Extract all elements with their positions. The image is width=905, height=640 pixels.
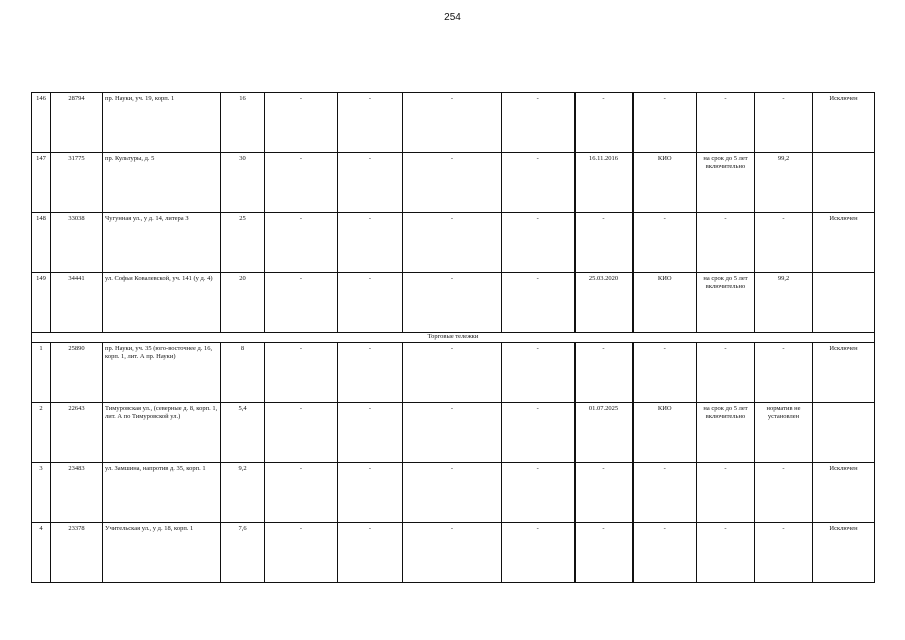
cell-note <box>813 403 875 463</box>
cell-col5: - <box>265 463 338 523</box>
table-row <box>32 213 875 273</box>
cell-col5: - <box>265 153 338 213</box>
cell-row-number: 1 <box>32 343 51 403</box>
cell-col5: - <box>265 343 338 403</box>
cell-area: 16 <box>221 93 265 153</box>
cell-note <box>813 273 875 333</box>
cell-object-id: 34441 <box>51 273 103 333</box>
cell-percent: - <box>755 213 813 273</box>
cell-term: на срок до 5 лет включительно <box>697 273 755 333</box>
cell-object-id: 31775 <box>51 153 103 213</box>
cell-organization: - <box>633 93 697 153</box>
cell-col6: - <box>338 403 403 463</box>
cell-col8: - <box>502 213 575 273</box>
cell-col6: - <box>338 153 403 213</box>
cell-organization: - <box>633 523 697 583</box>
cell-term: - <box>697 523 755 583</box>
cell-col7: - <box>403 213 502 273</box>
table-row <box>32 463 875 523</box>
cell-col5: - <box>265 93 338 153</box>
cell-row-number: 147 <box>32 153 51 213</box>
cell-col6: - <box>338 213 403 273</box>
cell-col5: - <box>265 273 338 333</box>
cell-organization: - <box>633 463 697 523</box>
table-row <box>32 403 875 463</box>
cell-row-number: 149 <box>32 273 51 333</box>
cell-note <box>813 153 875 213</box>
table-row <box>32 343 875 403</box>
cell-percent: - <box>755 93 813 153</box>
cell-note: Исключен <box>813 343 875 403</box>
cell-area: 25 <box>221 213 265 273</box>
cell-term: - <box>697 463 755 523</box>
cell-decision-date: 16.11.2016 <box>575 153 633 213</box>
page-number: 254 <box>444 12 461 23</box>
cell-decision-date: 01.07.2025 <box>575 403 633 463</box>
cell-decision-date: - <box>575 463 633 523</box>
cell-row-number: 4 <box>32 523 51 583</box>
cell-row-number: 3 <box>32 463 51 523</box>
cell-col5: - <box>265 523 338 583</box>
cell-col7: - <box>403 93 502 153</box>
table-row <box>32 523 875 583</box>
cell-col5: - <box>265 213 338 273</box>
registry-table <box>31 92 875 583</box>
cell-percent: - <box>755 523 813 583</box>
cell-area: 5,4 <box>221 403 265 463</box>
cell-address: Чугунная ул., у д. 14, литера З <box>103 213 221 273</box>
cell-object-id: 28794 <box>51 93 103 153</box>
cell-address: ул. Софьи Ковалевской, уч. 141 (у д. 4) <box>103 273 221 333</box>
cell-decision-date: - <box>575 523 633 583</box>
cell-col6: - <box>338 343 403 403</box>
cell-note: Исключен <box>813 463 875 523</box>
cell-area: 30 <box>221 153 265 213</box>
cell-address: пр. Науки, уч. 35 (юго-восточнее д. 16, корп. 1, лит. А пр. Науки) <box>103 343 221 403</box>
cell-area: 9,2 <box>221 463 265 523</box>
cell-note: Исключен <box>813 523 875 583</box>
cell-col6: - <box>338 523 403 583</box>
table-row <box>32 273 875 333</box>
cell-organization: КИО <box>633 273 697 333</box>
cell-decision-date: - <box>575 343 633 403</box>
cell-percent: норматив не установлен <box>755 403 813 463</box>
cell-organization: КИО <box>633 153 697 213</box>
cell-object-id: 23378 <box>51 523 103 583</box>
cell-address: Учительская ул., у д. 18, корп. 1 <box>103 523 221 583</box>
cell-address: Тимуровская ул., (северные д. 8, корп. 1, лит. А по Тимуровской ул.) <box>103 403 221 463</box>
table-row <box>32 93 875 153</box>
cell-col8: - <box>502 523 575 583</box>
cell-organization: - <box>633 343 697 403</box>
cell-note: Исключен <box>813 93 875 153</box>
table-body-lower <box>32 343 875 583</box>
cell-col8: - <box>502 93 575 153</box>
cell-term: - <box>697 93 755 153</box>
cell-term: - <box>697 343 755 403</box>
cell-col8: - <box>502 463 575 523</box>
cell-percent: 99,2 <box>755 273 813 333</box>
section-label: Торговые тележки <box>32 333 875 343</box>
cell-col6: - <box>338 463 403 523</box>
cell-row-number: 2 <box>32 403 51 463</box>
cell-organization: - <box>633 213 697 273</box>
cell-percent: - <box>755 463 813 523</box>
cell-col7: - <box>403 273 502 333</box>
cell-col5: - <box>265 403 338 463</box>
cell-col8: - <box>502 343 575 403</box>
cell-term: - <box>697 213 755 273</box>
section-row <box>32 333 875 343</box>
cell-row-number: 148 <box>32 213 51 273</box>
cell-col7: - <box>403 523 502 583</box>
cell-decision-date: - <box>575 93 633 153</box>
cell-area: 8 <box>221 343 265 403</box>
cell-col8: - <box>502 403 575 463</box>
cell-note: Исключен <box>813 213 875 273</box>
cell-col7: - <box>403 463 502 523</box>
cell-object-id: 23483 <box>51 463 103 523</box>
cell-object-id: 33038 <box>51 213 103 273</box>
cell-col6: - <box>338 93 403 153</box>
cell-col7: - <box>403 343 502 403</box>
cell-col8: - <box>502 153 575 213</box>
cell-area: 20 <box>221 273 265 333</box>
cell-percent: 99,2 <box>755 153 813 213</box>
cell-col7: - <box>403 403 502 463</box>
cell-object-id: 25890 <box>51 343 103 403</box>
cell-address: пр. Науки, уч. 19, корп. 1 <box>103 93 221 153</box>
cell-decision-date: - <box>575 213 633 273</box>
cell-decision-date: 25.03.2020 <box>575 273 633 333</box>
cell-address: ул. Замшина, напротив д. 35, корп. 1 <box>103 463 221 523</box>
cell-term: на срок до 5 лет включительно <box>697 153 755 213</box>
table-body-upper <box>32 93 875 333</box>
cell-address: пр. Культуры, д. 5 <box>103 153 221 213</box>
cell-term: на срок до 5 лет включительно <box>697 403 755 463</box>
cell-object-id: 22643 <box>51 403 103 463</box>
table-row <box>32 153 875 213</box>
cell-row-number: 146 <box>32 93 51 153</box>
cell-area: 7,6 <box>221 523 265 583</box>
cell-col7: - <box>403 153 502 213</box>
cell-col6: - <box>338 273 403 333</box>
cell-percent: - <box>755 343 813 403</box>
cell-col8: - <box>502 273 575 333</box>
cell-organization: КИО <box>633 403 697 463</box>
